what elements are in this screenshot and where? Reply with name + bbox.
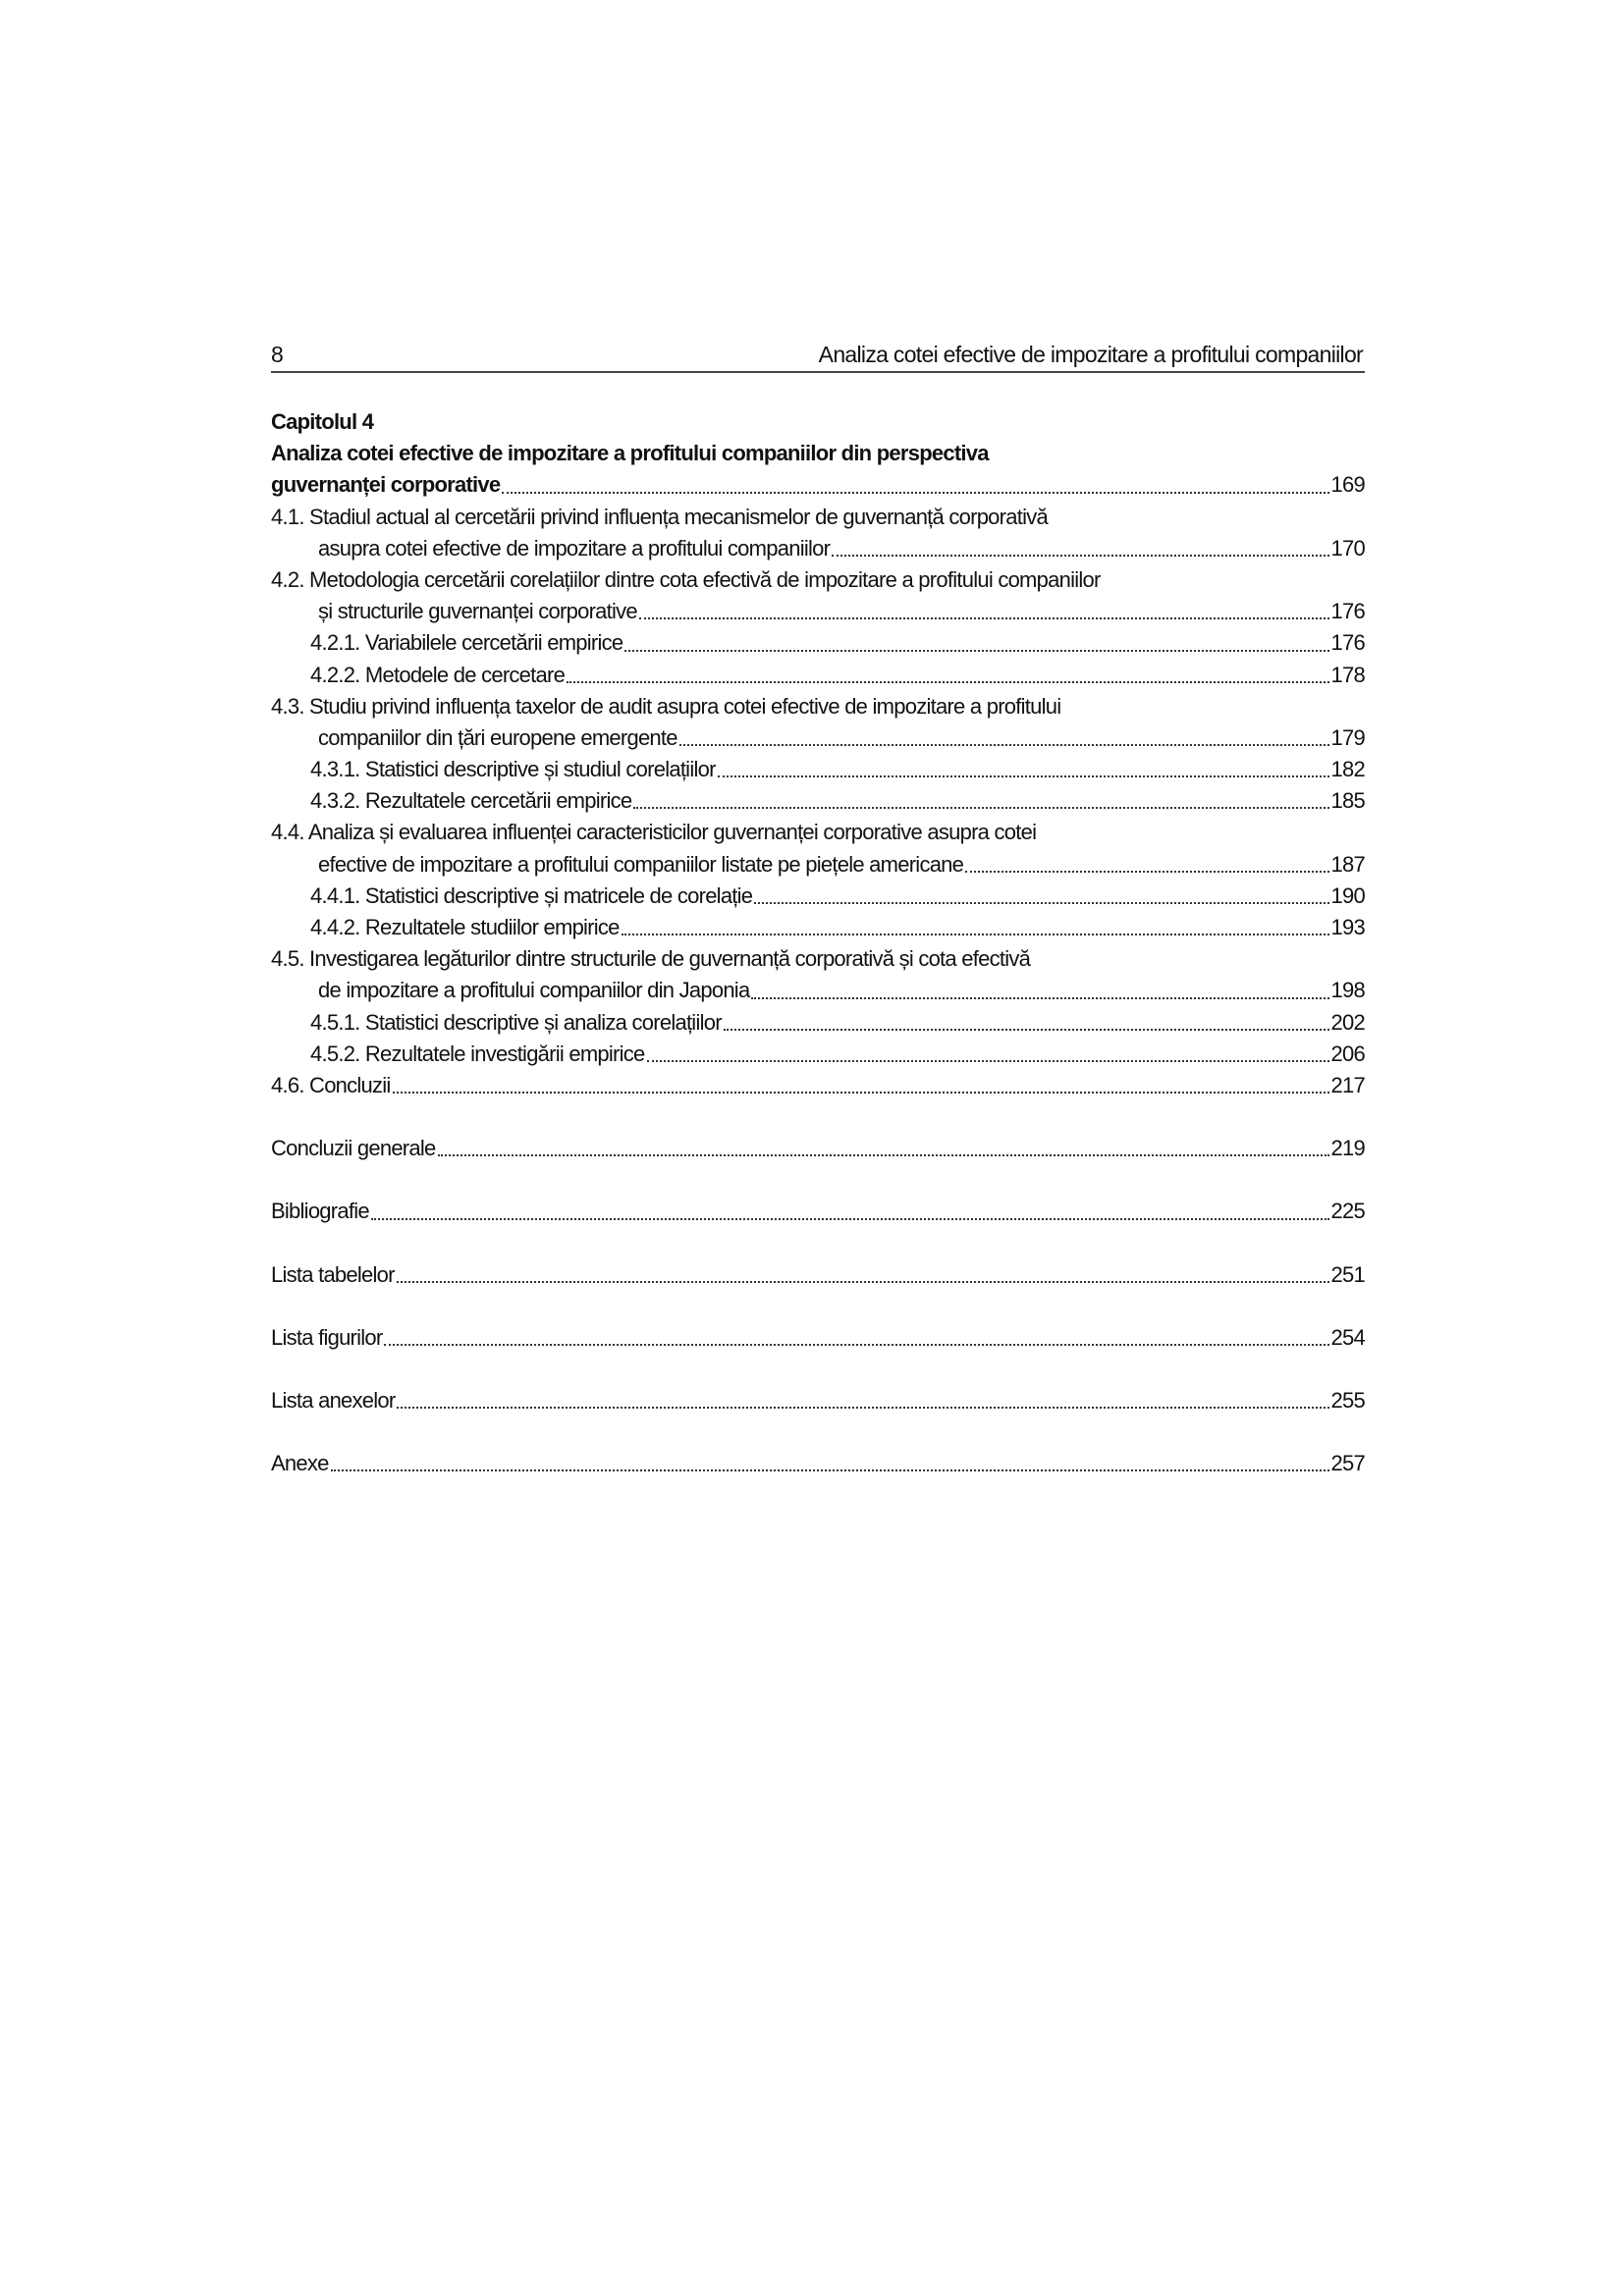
toc-page-number: 187: [1330, 851, 1365, 877]
toc-line: [271, 691, 1365, 722]
spacer: [271, 1291, 1365, 1322]
toc-entry-text: guvernanței corporative: [271, 472, 501, 498]
toc-entry[interactable]: [271, 564, 1365, 627]
dot-leader: [754, 881, 1328, 912]
toc-entry-text: 4.4.1. Statistici descriptive și matricele de corelație: [310, 882, 753, 908]
toc-page-number: 219: [1330, 1136, 1365, 1161]
dot-leader: [679, 722, 1329, 754]
toc-line: [271, 1322, 1365, 1354]
toc-entry-text: Bibliografie: [271, 1199, 369, 1224]
dot-leader: [647, 1039, 1329, 1070]
toc-page-number: 198: [1330, 978, 1365, 1003]
toc-page-number: 169: [1330, 472, 1365, 498]
toc-line: [271, 1259, 1365, 1291]
toc-line: [271, 406, 1365, 438]
toc-line: [271, 1007, 1365, 1039]
dot-leader: [622, 912, 1329, 943]
spacer: [271, 1354, 1365, 1385]
toc-entry[interactable]: [271, 754, 1365, 785]
dot-leader: [751, 975, 1328, 1006]
toc-entry-text: Lista anexelor: [271, 1387, 396, 1413]
toc-entry[interactable]: [271, 1385, 1365, 1416]
toc-entry[interactable]: [271, 660, 1365, 691]
toc-line: [271, 912, 1365, 943]
toc-entry[interactable]: [271, 691, 1365, 754]
toc-entry[interactable]: [271, 1259, 1365, 1291]
toc-entry[interactable]: [271, 1007, 1365, 1039]
toc-line: [271, 722, 1365, 754]
spacer: [271, 1164, 1365, 1196]
toc-page-number: 254: [1330, 1324, 1365, 1350]
toc-page-number: 225: [1330, 1199, 1365, 1224]
toc-entry-text: 4.2. Metodologia cercetării corelațiilor dintre cota efectivă de impozitare a profitului companiilor: [271, 566, 1101, 592]
dot-leader: [718, 754, 1329, 785]
toc-page-number: 182: [1330, 757, 1365, 782]
dot-leader: [371, 1196, 1329, 1227]
dot-leader: [567, 660, 1328, 691]
toc-page-number: 178: [1330, 662, 1365, 687]
toc-entry-text: 4.3.2. Rezultatele cercetării empirice: [310, 788, 632, 814]
toc-page-number: 202: [1330, 1009, 1365, 1035]
toc-entry-text: asupra cotei efective de impozitare a profitului companiilor: [318, 535, 831, 561]
toc-entry-text: 4.1. Stadiul actual al cercetării privind influența mecanismelor de guvernanță corporativă: [271, 504, 1048, 529]
toc-entry-text: 4.6. Concluzii: [271, 1072, 391, 1097]
toc-entry[interactable]: [271, 817, 1365, 880]
toc-entry-text: Anexe: [271, 1451, 329, 1476]
toc-entry[interactable]: [271, 406, 1365, 502]
toc-entry[interactable]: [271, 943, 1365, 1006]
toc-line: [271, 564, 1365, 596]
toc-entry-text: companiilor din țări europene emergente: [318, 724, 677, 750]
toc-entry-text: 4.2.1. Variabilele cercetării empirice: [310, 630, 623, 656]
spacer: [271, 1228, 1365, 1259]
toc-entry-text: 4.3. Studiu privind influența taxelor de audit asupra cotei efective de impozitare a profitului: [271, 693, 1061, 719]
toc-page-number: 257: [1330, 1451, 1365, 1476]
toc-entry[interactable]: [271, 627, 1365, 659]
toc-line: [271, 660, 1365, 691]
toc-entry-text: Analiza cotei efective de impozitare a profitului companiilor din perspectiva: [271, 441, 989, 466]
toc-entry-text: 4.5.1. Statistici descriptive și analiza corelațiilor: [310, 1009, 722, 1035]
toc-entry[interactable]: [271, 1039, 1365, 1070]
toc-line: [271, 1385, 1365, 1416]
toc-line: [271, 438, 1365, 469]
toc-line: [271, 943, 1365, 975]
spacer: [271, 1101, 1365, 1133]
toc-page-number: 176: [1330, 599, 1365, 624]
toc-line: [271, 1196, 1365, 1227]
toc-entry-text: Concluzii generale: [271, 1136, 436, 1161]
toc-entry-text: 4.2.2. Metodele de cercetare: [310, 662, 566, 687]
toc-line: [271, 785, 1365, 817]
toc-entry-text: Lista tabelelor: [271, 1261, 395, 1287]
dot-leader: [438, 1133, 1329, 1164]
toc-entry-text: 4.4. Analiza și evaluarea influenței caracteristicilor guvernanței corporative asupra cotei: [271, 820, 1037, 845]
toc-line: [271, 1039, 1365, 1070]
toc-entry[interactable]: [271, 1448, 1365, 1479]
toc-page-number: 179: [1330, 724, 1365, 750]
toc-line: [271, 1133, 1365, 1164]
toc-entry-text: de impozitare a profitului companiilor din Japonia: [318, 978, 750, 1003]
toc-line: [271, 849, 1365, 881]
toc-line: [271, 502, 1365, 533]
dot-leader: [832, 533, 1328, 564]
toc-page-number: 193: [1330, 915, 1365, 939]
toc-entry[interactable]: [271, 785, 1365, 817]
dot-leader: [624, 627, 1328, 659]
toc-line: [271, 975, 1365, 1006]
dot-leader: [384, 1322, 1328, 1354]
toc-line: [271, 754, 1365, 785]
toc-page-number: 170: [1330, 535, 1365, 561]
toc-page-number: 185: [1330, 788, 1365, 814]
toc-line: [271, 817, 1365, 848]
table-of-contents: [271, 406, 1365, 1479]
dot-leader: [724, 1007, 1329, 1039]
toc-entry[interactable]: [271, 1133, 1365, 1164]
toc-entry-text: 4.3.1. Statistici descriptive și studiul corelațiilor: [310, 757, 716, 782]
toc-entry[interactable]: [271, 502, 1365, 564]
toc-entry[interactable]: [271, 1196, 1365, 1227]
toc-page-number: 206: [1330, 1041, 1365, 1066]
toc-entry-text: efective de impozitare a profitului companiilor listate pe piețele americane: [318, 851, 964, 877]
toc-entry-text: și structurile guvernanței corporative: [318, 599, 637, 624]
toc-line: [271, 469, 1365, 501]
toc-line: [271, 1448, 1365, 1479]
dot-leader: [397, 1385, 1328, 1416]
dot-leader: [639, 596, 1329, 627]
toc-line: [271, 533, 1365, 564]
toc-line: [271, 596, 1365, 627]
dot-leader: [965, 849, 1328, 881]
toc-entry[interactable]: [271, 881, 1365, 912]
toc-line: [271, 881, 1365, 912]
toc-entry-text: Capitolul 4: [271, 409, 374, 434]
toc-entry-text: Lista figurilor: [271, 1324, 383, 1350]
toc-page-number: 255: [1330, 1387, 1365, 1413]
running-title: Analiza cotei efective de impozitare a profitului companiilor: [818, 342, 1363, 367]
spacer: [271, 1416, 1365, 1448]
toc-line: [271, 627, 1365, 659]
page-number: 8: [271, 342, 284, 367]
toc-entry[interactable]: [271, 912, 1365, 943]
toc-line: [271, 1070, 1365, 1101]
dot-leader: [397, 1259, 1329, 1291]
toc-page-number: 251: [1330, 1261, 1365, 1287]
dot-leader: [502, 469, 1328, 501]
toc-page-number: 190: [1330, 882, 1365, 908]
toc-entry-text: 4.5. Investigarea legăturilor dintre structurile de guvernanță corporativă și cota efectivă: [271, 946, 1031, 972]
running-header: [271, 338, 1365, 373]
dot-leader: [393, 1070, 1329, 1101]
toc-entry-text: 4.4.2. Rezultatele studiilor empirice: [310, 915, 620, 939]
toc-page-number: 217: [1330, 1072, 1365, 1097]
toc-entry[interactable]: [271, 1070, 1365, 1101]
toc-entry-text: 4.5.2. Rezultatele investigării empirice: [310, 1041, 645, 1066]
dot-leader: [331, 1448, 1329, 1479]
toc-entry[interactable]: [271, 1322, 1365, 1354]
toc-page-number: 176: [1330, 630, 1365, 656]
dot-leader: [633, 785, 1328, 817]
